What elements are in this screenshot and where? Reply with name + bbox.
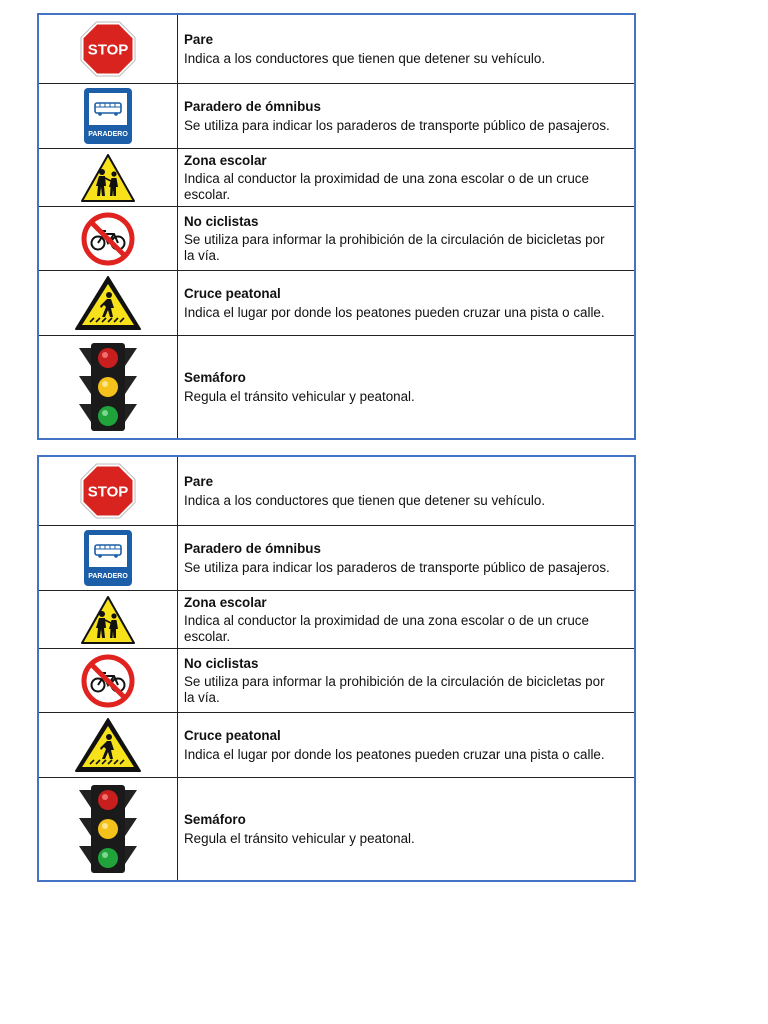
icon-cell <box>39 649 178 712</box>
svg-text:STOP: STOP <box>87 483 129 501</box>
svg-text:PARADERO: PARADERO <box>88 131 128 138</box>
sign-title: Paradero de ómnibus <box>184 99 321 114</box>
icon-cell <box>39 457 178 525</box>
table-row <box>39 336 634 438</box>
traffic-light-icon <box>77 784 139 874</box>
sign-description: Se utiliza para indicar los paraderos de transporte público de pasajeros. <box>184 117 610 133</box>
no-bicycles-sign-icon <box>81 654 135 708</box>
sign-title: Semáforo <box>184 370 246 385</box>
text-cell <box>178 207 634 270</box>
sign-title: Cruce peatonal <box>184 728 281 743</box>
text-cell <box>178 713 634 777</box>
sign-title: Zona escolar <box>184 152 267 168</box>
text-cell <box>178 649 634 712</box>
table-row <box>39 778 634 880</box>
sign-description: Se utiliza para informar la prohibición de la circulación de bicicletas por la vía. <box>184 232 605 263</box>
sign-description: Indica al conductor la proximidad de una zona escolar o de un cruce escolar. <box>184 171 589 202</box>
icon-cell <box>39 526 178 590</box>
school-zone-sign-icon <box>80 153 136 203</box>
table-row <box>39 271 634 336</box>
sign-title: Zona escolar <box>184 594 267 610</box>
sign-title: Paradero de ómnibus <box>184 541 321 556</box>
text-cell <box>178 591 634 648</box>
sign-title: Semáforo <box>184 812 246 827</box>
sign-title: Cruce peatonal <box>184 286 281 301</box>
table-row <box>39 591 634 649</box>
icon-cell <box>39 271 178 335</box>
icon-cell <box>39 591 178 648</box>
icon-cell <box>39 84 178 148</box>
sign-description: Regula el tránsito vehicular y peatonal. <box>184 830 415 846</box>
sign-description: Se utiliza para indicar los paraderos de transporte público de pasajeros. <box>184 559 610 575</box>
icon-cell <box>39 15 178 83</box>
text-cell <box>178 336 634 438</box>
text-cell <box>178 149 634 206</box>
sign-description: Se utiliza para informar la prohibición de la circulación de bicicletas por la vía. <box>184 674 605 705</box>
sign-description: Indica el lugar por donde los peatones pueden cruzar una pista o calle. <box>184 304 605 320</box>
text-cell <box>178 526 634 590</box>
table-row <box>39 649 634 713</box>
signs-table <box>37 455 636 882</box>
sign-title: No ciclistas <box>184 213 259 229</box>
sign-description: Indica a los conductores que tienen que detener su vehículo. <box>184 50 546 66</box>
table-row <box>39 713 634 778</box>
sign-description: Regula el tránsito vehicular y peatonal. <box>184 388 415 404</box>
traffic-light-icon <box>77 342 139 432</box>
icon-cell <box>39 207 178 270</box>
icon-cell <box>39 778 178 880</box>
signs-table <box>37 13 636 440</box>
bus-stop-sign-icon <box>83 529 133 587</box>
sign-description: Indica el lugar por donde los peatones pueden cruzar una pista o calle. <box>184 746 605 762</box>
text-cell <box>178 271 634 335</box>
table-row <box>39 457 634 526</box>
sign-title: Pare <box>184 32 214 47</box>
text-cell <box>178 15 634 83</box>
svg-text:PARADERO: PARADERO <box>88 573 128 580</box>
sign-title: No ciclistas <box>184 655 259 671</box>
table-row <box>39 15 634 84</box>
table-row <box>39 149 634 207</box>
icon-cell <box>39 336 178 438</box>
stop-sign-icon <box>80 21 136 77</box>
text-cell <box>178 84 634 148</box>
pedestrian-crossing-sign-icon <box>74 275 142 331</box>
table-row <box>39 84 634 149</box>
bus-stop-sign-icon <box>83 87 133 145</box>
no-bicycles-sign-icon <box>81 212 135 266</box>
school-zone-sign-icon <box>80 595 136 645</box>
sign-title: Pare <box>184 474 214 489</box>
text-cell <box>178 778 634 880</box>
pedestrian-crossing-sign-icon <box>74 717 142 773</box>
table-row <box>39 526 634 591</box>
svg-text:STOP: STOP <box>87 41 129 59</box>
icon-cell <box>39 149 178 206</box>
text-cell <box>178 457 634 525</box>
sign-description: Indica a los conductores que tienen que detener su vehículo. <box>184 492 546 508</box>
stop-sign-icon <box>80 463 136 519</box>
sign-description: Indica al conductor la proximidad de una zona escolar o de un cruce escolar. <box>184 613 589 644</box>
table-row <box>39 207 634 271</box>
icon-cell <box>39 713 178 777</box>
